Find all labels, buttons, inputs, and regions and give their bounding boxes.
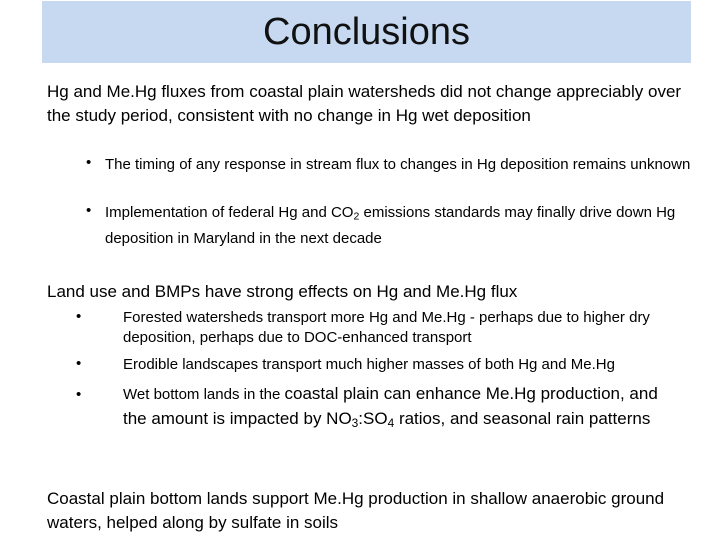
- bullet-text: coastal plain can enhance Me.Hg production, and the amount is impacted by NO: [123, 384, 658, 428]
- bullet-text: :SO: [358, 409, 388, 428]
- slide-title: Conclusions: [263, 11, 470, 53]
- bullet-timing-response: The timing of any response in stream flux to changes in Hg deposition remains unknown: [105, 156, 691, 173]
- bullet-marker: •: [86, 202, 92, 219]
- bullet-marker: •: [76, 355, 82, 372]
- subscript: 3: [351, 415, 359, 430]
- bullet-text: Implementation of federal Hg and CO: [105, 204, 354, 221]
- title-banner: [42, 1, 691, 63]
- bullet-text: Wet bottom lands in the: [123, 386, 285, 403]
- bullet-marker: •: [76, 386, 82, 403]
- bullet-text: ratios, and seasonal rain patterns: [394, 409, 651, 428]
- bullet-text: emissions standards may finally drive down Hg deposition in Maryland in the next decade: [105, 204, 676, 247]
- bullet-erodible-landscapes: Erodible landscapes transport much higher masses of both Hg and Me.Hg: [123, 356, 615, 373]
- bullet-marker: •: [76, 308, 82, 325]
- subscript: 4: [387, 415, 395, 430]
- paragraph-land-use: Land use and BMPs have strong effects on Hg and Me.Hg flux: [47, 282, 518, 301]
- subscript: 2: [353, 210, 360, 223]
- bullet-marker: •: [86, 154, 92, 171]
- paragraph-flux-stability: Hg and Me.Hg fluxes from coastal plain watersheds did not change appreciably over the study period, consistent with no change in Hg wet deposition: [47, 82, 682, 125]
- bullet-wet-bottom-lands: [123, 382, 683, 435]
- bullet-forested-watersheds: Forested watersheds transport more Hg and Me.Hg - perhaps due to higher dry deposition, perhaps due to DOC-enhanced transport: [123, 309, 650, 346]
- bullet-emissions-standards: [105, 202, 695, 249]
- paragraph-bottom-lands: Coastal plain bottom lands support Me.Hg production in shallow anaerobic ground waters, helped along by sulfate in soils: [47, 489, 665, 532]
